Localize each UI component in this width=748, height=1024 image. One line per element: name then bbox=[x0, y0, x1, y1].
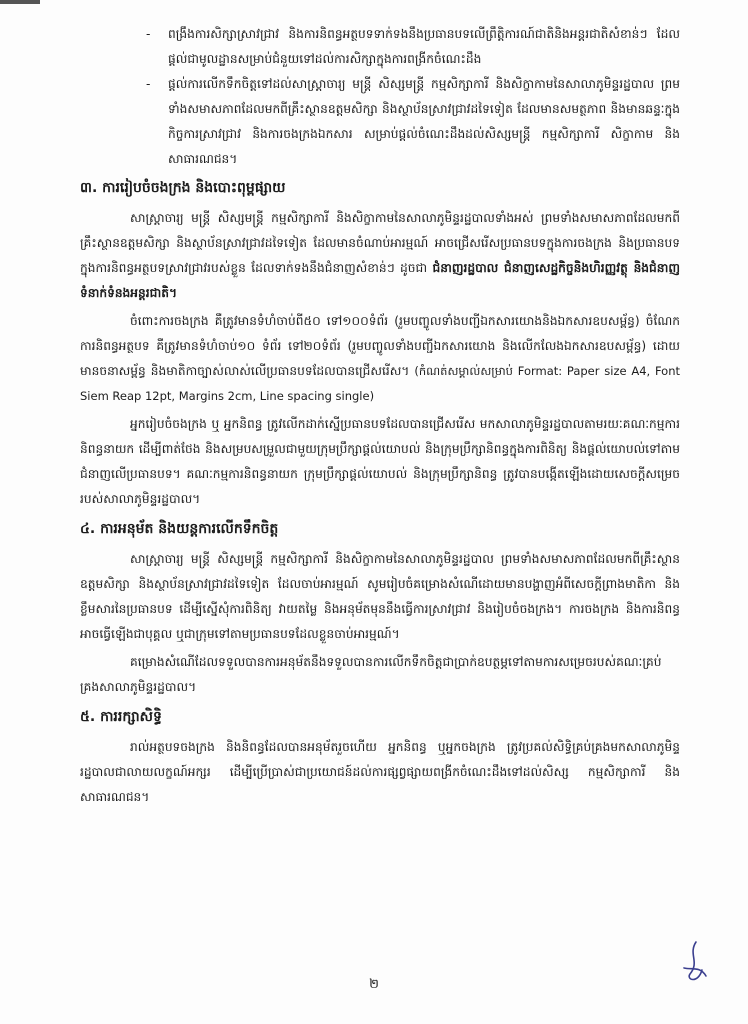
section-3-paragraph-2 bbox=[80, 309, 680, 409]
paragraph-text: សាស្ត្រាចារ្យ មន្ត្រី សិស្សមន្ត្រី កម្មសិក្សាការី និងសិក្ខាកាមនៃសាលាភូមិន្ទរដ្ឋបាលទាំងអស់ ព្រមទាំងសមាសភាពដែលមកពីគ្រឹះស្ថានឧត្ដមសិក្សា និងស្ថាប័នស្រាវជ្រាវដទៃទៀត ដែលមានចំណាប់អារម្មណ៍ អាចជ្រើសរើសប្រធានបទក្នុងការចងក្រង និងប្រធានបទក្នុងការនិពន្ធអត្ថបទស្រាវជ្រាវរបស់ខ្លួន ដែលទាក់ទងនឹងជំនាញសំខាន់ៗ ដូចជា bbox=[80, 211, 680, 275]
bullet-text: ពង្រឹងការសិក្សាស្រាវជ្រាវ និងការនិពន្ធអត្ថបទទាក់ទងនឹងប្រធានបទលើព្រឹត្តិការណ៍ជាតិនិងអន្តរជាតិសំខាន់ៗ ដែលផ្ដល់ជាមូលដ្ឋានសម្រាប់ជំនួយទៅដល់ការសិក្សាក្នុងការពង្រីកចំណេះដឹង bbox=[168, 27, 680, 66]
page-number: ២ bbox=[369, 977, 379, 992]
section-3-heading: ៣. ការរៀបចំចងក្រង និងបោះពុម្ពផ្សាយ bbox=[80, 180, 286, 196]
top-edge-mark bbox=[0, 0, 40, 4]
section-4-heading: ៤. ការអនុម័ត និងយន្តការលើកទឹកចិត្ត bbox=[80, 521, 279, 537]
page-content bbox=[80, 22, 680, 813]
paragraph-text: ចំពោះការចងក្រង គឺត្រូវមានទំហំចាប់ពី៥០ ទៅ១០០ទំព័រ (រួមបញ្ចូលទាំងបញ្ជីឯកសារយោងនិងឯកសារឧបសម្ព័ន្ធ) ចំណែកការនិពន្ធអត្ថបទ គឺត្រូវមានទំហំចាប់១០ ទំព័រ ទៅ២០ទំព័រ (រួមបញ្ចូលទាំងបញ្ជីឯកសារយោង និងលើកលែងឯកសារឧបសម្ព័ន្ធ) ដោយមានចនាសម្ព័ន្ធ និងមាតិកាច្បាស់លាស់លើប្រធានបទដែលបានជ្រើសរើស។ bbox=[80, 314, 680, 378]
paragraph-bold-text: ជំនាញរដ្ឋបាល ជំនាញសេដ្ឋកិច្ចនិងហិរញ្ញវត្ថុ និងជំនាញទំនាក់ទំនងអន្តរជាតិ។ bbox=[80, 261, 680, 300]
list-item bbox=[80, 72, 680, 172]
section-5-paragraph-1: រាល់អត្ថបទចងក្រង និងនិពន្ធដែលបានអនុម័តរួចហើយ អ្នកនិពន្ធ ឬអ្នកចងក្រង ត្រូវប្រគល់សិទ្ធិគ្រប់គ្រងមកសាលាភូមិន្ទរដ្ឋបាលជាលាយលក្ខណ៍អក្សរ ដើម្បីប្រើប្រាស់ជាប្រយោជន៍ដល់ការផ្សព្វផ្សាយពង្រីកចំណេះដឹងទៅដល់សិស្ស កម្មសិក្សាការី និងសាធារណជន។ bbox=[80, 740, 680, 804]
bullet-dash: - bbox=[146, 27, 151, 41]
bullet-text: ផ្ដល់ការលើកទឹកចិត្តទៅដល់សាស្ត្រាចារ្យ មន្ត្រី សិស្សមន្ត្រី កម្មសិក្សាការី និងសិក្ខាកាមនៃសាលាភូមិន្ទរដ្ឋបាល ព្រមទាំងសមាសភាពដែលមកពីគ្រឹះស្ថានឧត្ដមសិក្សា និងស្ថាប័នស្រាវជ្រាវដទៃទៀត ដែលមានសមត្ថភាព និងមានឆន្ទៈក្នុងកិច្ចការស្រាវជ្រាវ និងការចងក្រងឯកសារ សម្រាប់ផ្ដល់ចំណេះដឹងដល់សិស្សមន្ត្រី កម្មសិក្សាការី សិក្ខាកាម និងសាធារណជន។ bbox=[168, 77, 680, 166]
section-4-paragraph-1: សាស្ត្រាចារ្យ មន្ត្រី សិស្សមន្ត្រី កម្មសិក្សាការី និងសិក្ខាកាមនៃសាលាភូមិន្ទរដ្ឋបាល ព្រមទាំងសមាសភាពដែលមកពីគ្រឹះស្ថានឧត្ដមសិក្សា និងស្ថាប័នស្រាវជ្រាវដទៃទៀត ដែលចាប់អារម្មណ៍ សូមរៀបចំគម្រោងសំណើដោយមានបង្ហាញអំពីសេចក្ដីព្រាងមាតិកា និងខ្លឹមសារនៃប្រធានបទ ដើម្បីស្នើសុំការពិនិត្យ វាយតម្លៃ និងអនុម័តមុននឹងធ្វើការស្រាវជ្រាវ និងរៀបចំចងក្រង។ ការចងក្រង និងការនិពន្ធអាចធ្វើឡើងជាបុគ្គល ឬជាក្រុមទៅតាមប្រធានបទដែលខ្លួនចាប់អារម្មណ៍។ bbox=[80, 552, 680, 641]
section-3-paragraph-3: អ្នករៀបចំចងក្រង ឬ អ្នកនិពន្ធ ត្រូវលើកដាក់ស្នើប្រធានបទដែលបានជ្រើសរើស មកសាលាភូមិន្ទរដ្ឋបាលតាមរយៈគណៈកម្មការនិពន្ធនាយក ដើម្បីពាត់ថែង និងសម្របសម្រួលជាមួយក្រុមប្រឹក្សាផ្ដល់យោបល់ និងក្រុមប្រឹក្សានិពន្ធក្នុងការពិនិត្យ និងផ្ដល់យោបល់ទៅតាមជំនាញលើប្រធានបទ។ គណៈកម្មការនិពន្ធនាយក ក្រុមប្រឹក្សាផ្ដល់យោបល់ និងក្រុមប្រឹក្សានិពន្ធ ត្រូវបានបង្កើតឡើងដោយសេចក្ដីសម្រេចរបស់សាលាភូមិន្ទរដ្ឋបាល។ bbox=[80, 417, 680, 506]
format-note-label: (កំណត់សម្គាល់សម្រាប់ bbox=[414, 364, 518, 378]
section-5-heading: ៥. ការរក្សាសិទ្ធិ bbox=[80, 709, 162, 725]
list-item bbox=[80, 22, 680, 72]
section-3-paragraph-1 bbox=[80, 206, 680, 306]
bullet-dash: - bbox=[146, 77, 151, 91]
format-note-text: Format: Paper size A4, Font Siem Reap 12pt, Margins 2cm, Line spacing single) bbox=[80, 364, 681, 403]
section-4-paragraph-2: គម្រោងសំណើដែលទទួលបានការអនុម័តនឹងទទួលបានការលើកទឹកចិត្តជាប្រាក់ឧបត្ថម្ភទៅតាមការសម្រេចរបស់គណៈគ្រប់គ្រងសាលាភូមិន្ទរដ្ឋបាល។ bbox=[80, 655, 662, 694]
